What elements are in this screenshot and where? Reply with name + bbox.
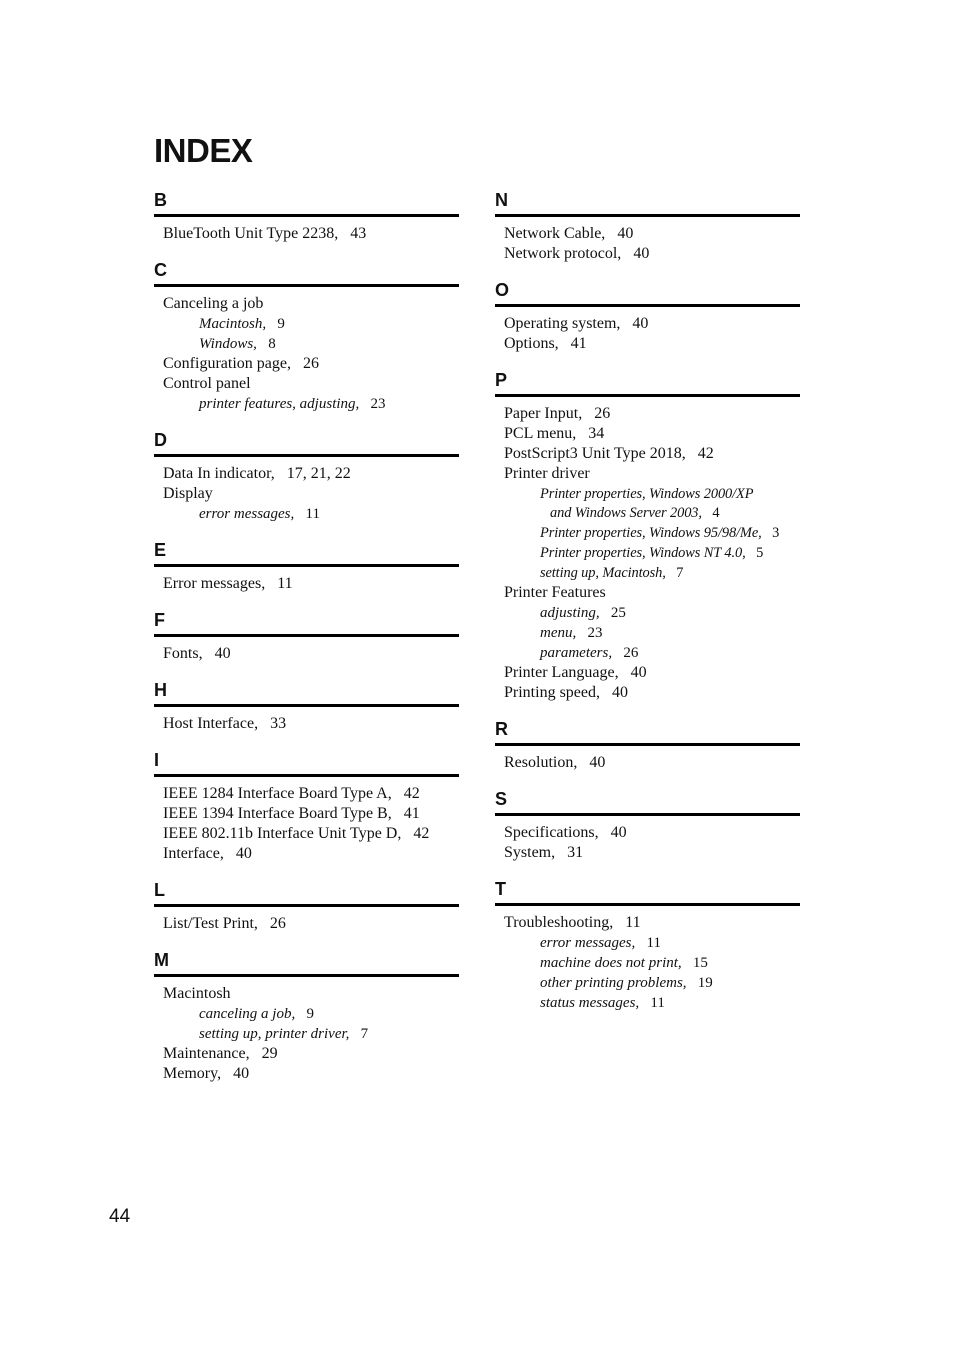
page-ref[interactable]: 23: [587, 625, 603, 641]
section-divider: [495, 304, 800, 307]
index-section-d: [154, 428, 459, 524]
section-letter: E: [154, 540, 167, 560]
index-section-e: [154, 538, 459, 594]
index-entry: Data In indicator, 17, 21, 22: [163, 465, 351, 482]
index-subentry: Printer properties, Windows 2000/XP: [540, 486, 754, 502]
index-entry: Printer Features: [504, 584, 606, 601]
page-ref[interactable]: 9: [277, 316, 285, 332]
index-entry: PCL menu, 34: [504, 425, 605, 442]
section-letter: B: [154, 190, 167, 210]
page-ref[interactable]: 40: [610, 824, 627, 841]
section-divider: [495, 214, 800, 217]
section-letter: H: [154, 680, 167, 700]
index-subentry: printer features, adjusting, 23: [199, 396, 386, 412]
index-section-t: [495, 877, 800, 1013]
index-section-n: [495, 188, 800, 264]
index-section-l: [154, 878, 459, 934]
index-subentry: Macintosh, 9: [199, 316, 285, 332]
index-entry: BlueTooth Unit Type 2238, 43: [163, 225, 367, 242]
section-divider: [154, 704, 459, 707]
index-entry: Maintenance, 29: [163, 1045, 278, 1062]
index-subentry: Printer properties, Windows 95/98/Me, 3: [540, 525, 780, 541]
index-entry: Error messages, 11: [163, 575, 293, 592]
index-entry: Specifications, 40: [504, 824, 627, 841]
section-letter: D: [154, 430, 167, 450]
page-ref[interactable]: 43: [350, 225, 367, 242]
index-entry: Network protocol, 40: [504, 245, 650, 262]
section-letter: O: [495, 280, 510, 300]
index-entry: Resolution, 40: [504, 754, 606, 771]
index-entry: IEEE 1394 Interface Board Type B, 41: [163, 805, 420, 822]
section-divider: [495, 394, 800, 397]
index-subentry: machine does not print, 15: [540, 955, 708, 971]
section-letter: C: [154, 260, 167, 280]
section-letter: F: [154, 610, 165, 630]
section-letter: S: [495, 789, 508, 809]
section-letter: R: [495, 719, 508, 739]
page-ref[interactable]: 25: [610, 605, 626, 621]
section-divider: [154, 214, 459, 217]
index-entry: Canceling a job: [163, 295, 264, 312]
page-ref[interactable]: 11: [646, 935, 661, 951]
page-ref[interactable]: 7: [676, 565, 684, 581]
section-divider: [495, 743, 800, 746]
page-ref[interactable]: 5: [756, 545, 764, 561]
index-subentry: menu, 23: [540, 625, 603, 641]
index-entry: List/Test Print, 26: [163, 915, 286, 932]
section-letter: L: [154, 880, 165, 900]
index-section-s: [495, 787, 800, 863]
index-subentry: setting up, printer driver, 7: [199, 1026, 369, 1042]
index-subentry: Windows, 8: [199, 336, 276, 352]
index-section-b: [154, 188, 459, 244]
index-entry: Troubleshooting, 11: [504, 914, 641, 931]
section-divider: [154, 454, 459, 457]
index-section-o: [495, 278, 800, 354]
page-ref[interactable]: 40: [612, 684, 628, 701]
page-ref[interactable]: 23: [370, 396, 386, 412]
section-divider: [154, 634, 459, 637]
page-ref[interactable]: 26: [269, 915, 286, 932]
section-letter: M: [154, 950, 169, 970]
index-entry: Control panel: [163, 375, 251, 392]
section-divider: [154, 564, 459, 567]
index-entry: Display: [163, 485, 213, 502]
page-ref[interactable]: 8: [268, 336, 276, 352]
index-subentry: Printer properties, Windows NT 4.0, 5: [540, 545, 764, 561]
page-ref[interactable]: 26: [623, 645, 639, 661]
index-subentry: other printing problems, 19: [540, 975, 713, 991]
section-letter: I: [154, 750, 160, 770]
page-ref[interactable]: 11: [625, 914, 641, 931]
page-title: INDEX: [154, 132, 253, 169]
index-subentry: parameters, 26: [540, 645, 639, 661]
page-number: 44: [109, 1206, 131, 1227]
index-entry: Operating system, 40: [504, 315, 649, 332]
page-ref[interactable]: 42: [697, 445, 714, 462]
index-entry: System, 31: [504, 844, 584, 861]
index-column-left: [154, 188, 459, 1098]
page-ref[interactable]: 40: [632, 315, 649, 332]
index-section-c: [154, 258, 459, 414]
page-ref[interactable]: 31: [567, 844, 584, 861]
index-entry: Paper Input, 26: [504, 405, 611, 422]
index-section-h: [154, 678, 459, 734]
index-entry: Fonts, 40: [163, 645, 231, 662]
index-section-p: [495, 368, 800, 703]
index-subentry: adjusting, 25: [540, 605, 626, 621]
section-letter: P: [495, 370, 508, 390]
section-divider: [154, 904, 459, 907]
index-column-right: [495, 188, 800, 1027]
page-ref[interactable]: 40: [589, 754, 606, 771]
index-entry: Printer Language, 40: [504, 664, 647, 681]
page-ref[interactable]: 41: [403, 805, 420, 822]
section-divider: [154, 974, 459, 977]
index-entry: Configuration page, 26: [163, 355, 319, 372]
page-ref[interactable]: 19: [697, 975, 713, 991]
page-ref[interactable]: 42: [413, 825, 430, 842]
index-entry: IEEE 1284 Interface Board Type A, 42: [163, 785, 420, 802]
page-ref[interactable]: 42: [403, 785, 420, 802]
index-subentry-continuation: and Windows Server 2003, 4: [550, 505, 720, 521]
section-divider: [495, 813, 800, 816]
page-ref[interactable]: 40: [633, 245, 650, 262]
index-entry: Interface, 40: [163, 845, 252, 862]
page-ref[interactable]: 34: [588, 425, 605, 442]
section-divider: [154, 284, 459, 287]
page-ref[interactable]: 40: [235, 845, 252, 862]
index-entry: Printer driver: [504, 465, 590, 482]
section-divider: [495, 903, 800, 906]
index-subentry: status messages, 11: [540, 995, 665, 1011]
index-subentry: error messages, 11: [540, 935, 661, 951]
index-subentry: error messages, 11: [199, 506, 320, 522]
index-entry: Macintosh: [163, 985, 231, 1002]
page-ref[interactable]: 7: [360, 1026, 369, 1042]
index-entry: Options, 41: [504, 335, 587, 352]
index-section-i: [154, 748, 459, 864]
index-subentry: setting up, Macintosh, 7: [540, 565, 684, 581]
page-ref[interactable]: 40: [233, 1065, 250, 1082]
page-ref[interactable]: 17, 21, 22: [286, 465, 351, 482]
page-ref[interactable]: 9: [306, 1006, 314, 1022]
index-entry: PostScript3 Unit Type 2018, 42: [504, 445, 714, 462]
page-ref[interactable]: 40: [617, 225, 634, 242]
index-section-m: [154, 948, 459, 1084]
index-section-f: [154, 608, 459, 664]
page-ref[interactable]: 33: [270, 715, 287, 732]
page-ref[interactable]: 4: [712, 505, 720, 521]
page-ref[interactable]: 11: [277, 575, 293, 592]
index-section-r: [495, 717, 800, 773]
index-entry: Host Interface, 33: [163, 715, 287, 732]
page-ref[interactable]: 41: [570, 335, 587, 352]
index-entry: Memory, 40: [163, 1065, 250, 1082]
page-ref[interactable]: 15: [692, 955, 708, 971]
index-entry: IEEE 802.11b Interface Unit Type D, 42: [163, 825, 430, 842]
page-ref[interactable]: 26: [594, 405, 611, 422]
section-divider: [154, 774, 459, 777]
index-subentry: canceling a job, 9: [199, 1006, 314, 1022]
page-ref[interactable]: 40: [214, 645, 231, 662]
section-letter: N: [495, 190, 508, 210]
page-ref[interactable]: 3: [772, 525, 780, 541]
page-ref[interactable]: 29: [261, 1045, 278, 1062]
index-entry: Printing speed, 40: [504, 684, 628, 701]
page-ref[interactable]: 40: [630, 664, 647, 681]
section-letter: T: [495, 879, 506, 899]
page-ref[interactable]: 11: [650, 995, 665, 1011]
index-entry: Network Cable, 40: [504, 225, 634, 242]
page-ref[interactable]: 11: [305, 506, 320, 522]
page-ref[interactable]: 26: [302, 355, 319, 372]
